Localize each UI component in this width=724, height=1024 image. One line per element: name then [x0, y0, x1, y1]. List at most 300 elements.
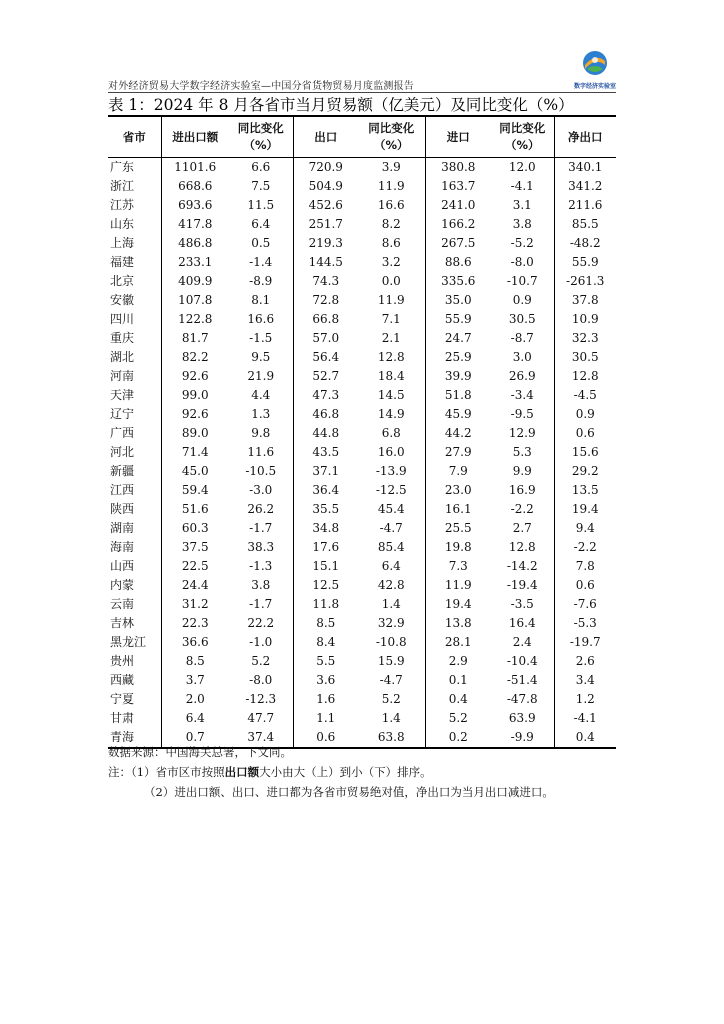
value-cell: 37.1 — [293, 462, 358, 481]
trade-table — [108, 115, 616, 749]
value-cell: 2.9 — [425, 652, 491, 671]
value-cell: 15.1 — [293, 557, 358, 576]
value-cell: 8.6 — [381, 236, 401, 250]
value-cell: -10.8 — [375, 635, 407, 649]
value-cell: 92.6 — [161, 367, 229, 386]
table-row — [108, 310, 616, 329]
value-cell: 380.8 — [425, 158, 491, 178]
value-cell: -8.0 — [249, 673, 273, 687]
value-cell: 3.0 — [512, 350, 532, 364]
value-cell: 72.8 — [293, 291, 358, 310]
value-cell: -4.7 — [379, 521, 403, 535]
province-cell: 安徽 — [110, 293, 135, 307]
value-cell: 3.7 — [161, 671, 229, 690]
value-cell: 30.5 — [508, 312, 536, 326]
value-cell: 16.0 — [377, 445, 405, 459]
value-cell: -19.7 — [554, 633, 616, 652]
value-cell: 163.7 — [425, 177, 491, 196]
value-cell: 5.2 — [425, 709, 491, 728]
value-cell: 15.6 — [554, 443, 616, 462]
value-cell: 81.7 — [161, 329, 229, 348]
value-cell: 85.5 — [554, 215, 616, 234]
value-cell: 9.8 — [251, 426, 271, 440]
value-cell: 2.1 — [381, 331, 401, 345]
value-cell: 71.4 — [161, 443, 229, 462]
value-cell: 3.6 — [293, 671, 358, 690]
column-header: 同比变化 （%） — [358, 116, 425, 158]
column-header: 同比变化 （%） — [229, 116, 293, 158]
note-2: （2）进出口额、出口、进口都为各省市贸易绝对值，净出口为当月出口减进口。 — [144, 785, 554, 799]
value-cell: 12.9 — [508, 426, 536, 440]
value-cell: 7.3 — [425, 557, 491, 576]
value-cell: 219.3 — [293, 234, 358, 253]
value-cell: 340.1 — [554, 158, 616, 178]
province-cell: 陕西 — [110, 502, 135, 516]
column-header: 同比变化 （%） — [491, 116, 554, 158]
value-cell: 0.4 — [554, 728, 616, 748]
value-cell: -5.3 — [554, 614, 616, 633]
value-cell: -12.5 — [375, 483, 407, 497]
table-row — [108, 462, 616, 481]
table-row — [108, 329, 616, 348]
value-cell: 3.9 — [381, 160, 401, 174]
value-cell: 504.9 — [293, 177, 358, 196]
table-row — [108, 519, 616, 538]
province-cell: 云南 — [110, 597, 135, 611]
value-cell: -19.4 — [506, 578, 538, 592]
value-cell: 5.2 — [251, 654, 271, 668]
value-cell: 12.8 — [377, 350, 405, 364]
province-cell: 湖南 — [110, 521, 135, 535]
value-cell: 13.5 — [554, 481, 616, 500]
value-cell: -1.4 — [249, 255, 273, 269]
value-cell: -10.7 — [506, 274, 538, 288]
value-cell: 35.5 — [293, 500, 358, 519]
value-cell: 9.5 — [251, 350, 271, 364]
value-cell: 12.8 — [554, 367, 616, 386]
value-cell: 27.9 — [425, 443, 491, 462]
table-row — [108, 443, 616, 462]
province-cell: 重庆 — [110, 331, 135, 345]
value-cell: 0.6 — [554, 424, 616, 443]
value-cell: 720.9 — [293, 158, 358, 178]
province-cell: 广西 — [110, 426, 135, 440]
value-cell: 0.9 — [512, 293, 532, 307]
value-cell: 14.9 — [377, 407, 405, 421]
value-cell: 10.9 — [554, 310, 616, 329]
value-cell: 44.8 — [293, 424, 358, 443]
value-cell: 63.9 — [508, 711, 536, 725]
value-cell: -2.2 — [510, 502, 534, 516]
value-cell: 7.1 — [381, 312, 401, 326]
value-cell: 7.9 — [425, 462, 491, 481]
value-cell: 11.5 — [247, 198, 275, 212]
value-cell: 1.6 — [293, 690, 358, 709]
value-cell: 6.4 — [161, 709, 229, 728]
table-row — [108, 633, 616, 652]
value-cell: 42.8 — [377, 578, 405, 592]
value-cell: 74.3 — [293, 272, 358, 291]
province-cell: 浙江 — [110, 179, 135, 193]
value-cell: 29.2 — [554, 462, 616, 481]
value-cell: 7.5 — [251, 179, 271, 193]
table-row — [108, 690, 616, 709]
table-row — [108, 215, 616, 234]
value-cell: 11.6 — [247, 445, 275, 459]
value-cell: -1.5 — [249, 331, 273, 345]
table-row — [108, 595, 616, 614]
table-row — [108, 405, 616, 424]
value-cell: 5.5 — [293, 652, 358, 671]
table-header-row — [108, 116, 616, 158]
value-cell: 16.6 — [377, 198, 405, 212]
value-cell: 99.0 — [161, 386, 229, 405]
province-cell: 广东 — [110, 160, 135, 174]
table-row — [108, 272, 616, 291]
value-cell: 0.7 — [161, 728, 229, 748]
column-header: 出口 — [293, 116, 358, 158]
value-cell: 23.0 — [425, 481, 491, 500]
value-cell: 32.3 — [554, 329, 616, 348]
value-cell: 21.9 — [247, 369, 275, 383]
value-cell: 335.6 — [425, 272, 491, 291]
note-1-emphasis: 出口额 — [224, 765, 260, 779]
value-cell: 3.4 — [554, 671, 616, 690]
value-cell: 47.7 — [247, 711, 275, 725]
value-cell: 51.6 — [161, 500, 229, 519]
value-cell: 11.8 — [293, 595, 358, 614]
table-row — [108, 481, 616, 500]
note-1: 注：（1）省市区市按照出口额大小由大（上）到小（下）排序。 — [108, 765, 432, 779]
value-cell: 46.8 — [293, 405, 358, 424]
table-row — [108, 538, 616, 557]
value-cell: -14.2 — [506, 559, 538, 573]
value-cell: -47.8 — [506, 692, 538, 706]
value-cell: 8.5 — [161, 652, 229, 671]
value-cell: -261.3 — [554, 272, 616, 291]
table-row — [108, 614, 616, 633]
value-cell: 11.9 — [377, 293, 405, 307]
value-cell: 122.8 — [161, 310, 229, 329]
value-cell: -10.4 — [506, 654, 538, 668]
value-cell: 8.2 — [381, 217, 401, 231]
province-cell: 甘肃 — [110, 711, 135, 725]
value-cell: 9.4 — [554, 519, 616, 538]
lab-logo-icon — [581, 49, 609, 77]
value-cell: 26.9 — [508, 369, 536, 383]
value-cell: 17.6 — [293, 538, 358, 557]
value-cell: 15.9 — [377, 654, 405, 668]
value-cell: 26.2 — [247, 502, 275, 516]
value-cell: 25.5 — [425, 519, 491, 538]
province-cell: 新疆 — [110, 464, 135, 478]
table-row — [108, 652, 616, 671]
province-cell: 江西 — [110, 483, 135, 497]
value-cell: 3.1 — [512, 198, 532, 212]
province-cell: 上海 — [110, 236, 135, 250]
value-cell: 16.6 — [247, 312, 275, 326]
value-cell: 2.4 — [512, 635, 532, 649]
value-cell: 60.3 — [161, 519, 229, 538]
value-cell: 0.5 — [251, 236, 271, 250]
value-cell: -4.1 — [510, 179, 534, 193]
table-row — [108, 576, 616, 595]
table-row — [108, 671, 616, 690]
value-cell: 5.3 — [512, 445, 532, 459]
province-cell: 山东 — [110, 217, 135, 231]
value-cell: 107.8 — [161, 291, 229, 310]
value-cell: 341.2 — [554, 177, 616, 196]
value-cell: 28.1 — [425, 633, 491, 652]
value-cell: -51.4 — [506, 673, 538, 687]
value-cell: 267.5 — [425, 234, 491, 253]
value-cell: 35.0 — [425, 291, 491, 310]
value-cell: -3.0 — [249, 483, 273, 497]
value-cell: 12.0 — [508, 160, 536, 174]
value-cell: 409.9 — [161, 272, 229, 291]
province-cell: 江苏 — [110, 198, 135, 212]
value-cell: -12.3 — [245, 692, 277, 706]
column-header: 省市 — [108, 116, 161, 158]
value-cell: 0.1 — [425, 671, 491, 690]
value-cell: 6.8 — [381, 426, 401, 440]
province-cell: 内蒙 — [110, 578, 135, 592]
value-cell: 0.4 — [425, 690, 491, 709]
value-cell: 24.7 — [425, 329, 491, 348]
value-cell: -4.7 — [379, 673, 403, 687]
lab-logo — [570, 49, 620, 95]
value-cell: 486.8 — [161, 234, 229, 253]
table-row — [108, 196, 616, 215]
value-cell: -5.2 — [510, 236, 534, 250]
value-cell: 88.6 — [425, 253, 491, 272]
value-cell: 37.8 — [554, 291, 616, 310]
value-cell: 24.4 — [161, 576, 229, 595]
value-cell: 47.3 — [293, 386, 358, 405]
value-cell: 16.4 — [508, 616, 536, 630]
table-row — [108, 177, 616, 196]
value-cell: 59.4 — [161, 481, 229, 500]
value-cell: 45.9 — [425, 405, 491, 424]
value-cell: 1.4 — [381, 711, 401, 725]
table-row — [108, 291, 616, 310]
value-cell: 6.4 — [381, 559, 401, 573]
table-row — [108, 234, 616, 253]
value-cell: 82.2 — [161, 348, 229, 367]
value-cell: 38.3 — [247, 540, 275, 554]
value-cell: 37.5 — [161, 538, 229, 557]
table-row — [108, 557, 616, 576]
column-header: 净出口 — [554, 116, 616, 158]
value-cell: -7.6 — [554, 595, 616, 614]
value-cell: 89.0 — [161, 424, 229, 443]
value-cell: 37.4 — [229, 728, 293, 748]
value-cell: 8.5 — [293, 614, 358, 633]
value-cell: 22.2 — [247, 616, 275, 630]
table-body — [108, 158, 616, 749]
column-header: 进出口额 — [161, 116, 229, 158]
value-cell: 34.8 — [293, 519, 358, 538]
value-cell: 14.5 — [377, 388, 405, 402]
value-cell: 44.2 — [425, 424, 491, 443]
value-cell: 452.6 — [293, 196, 358, 215]
value-cell: 57.0 — [293, 329, 358, 348]
value-cell: 144.5 — [293, 253, 358, 272]
value-cell: 211.6 — [554, 196, 616, 215]
province-cell: 湖北 — [110, 350, 135, 364]
value-cell: 11.9 — [425, 576, 491, 595]
value-cell: 85.4 — [377, 540, 405, 554]
value-cell: 9.9 — [512, 464, 532, 478]
province-cell: 吉林 — [110, 616, 135, 630]
lab-logo-text: 数字经济实验室 — [573, 83, 616, 90]
value-cell: -1.7 — [249, 597, 273, 611]
province-cell: 宁夏 — [110, 692, 135, 706]
value-cell: 0.0 — [381, 274, 401, 288]
value-cell: 5.2 — [381, 692, 401, 706]
value-cell: 3.8 — [512, 217, 532, 231]
value-cell: 11.9 — [377, 179, 405, 193]
value-cell: -1.7 — [249, 521, 273, 535]
value-cell: 0.2 — [425, 728, 491, 748]
value-cell: 693.6 — [161, 196, 229, 215]
province-cell: 河北 — [110, 445, 135, 459]
value-cell: 2.0 — [161, 690, 229, 709]
value-cell: 43.5 — [293, 443, 358, 462]
value-cell: 1.3 — [251, 407, 271, 421]
table-row — [108, 386, 616, 405]
value-cell: 1101.6 — [161, 158, 229, 178]
value-cell: -3.5 — [510, 597, 534, 611]
table-notes — [108, 742, 554, 802]
province-cell: 河南 — [110, 369, 135, 383]
value-cell: 1.4 — [381, 597, 401, 611]
value-cell: 13.8 — [425, 614, 491, 633]
table-row — [108, 500, 616, 519]
table-row — [108, 158, 616, 178]
value-cell: -2.2 — [554, 538, 616, 557]
table-title: 表 1：2024 年 8 月各省市当月贸易额（亿美元）及同比变化（%） — [108, 96, 574, 114]
value-cell: -8.9 — [249, 274, 273, 288]
value-cell: 8.4 — [293, 633, 358, 652]
value-cell: 2.6 — [554, 652, 616, 671]
table-row — [108, 253, 616, 272]
province-cell: 黑龙江 — [110, 635, 147, 649]
value-cell: 22.5 — [161, 557, 229, 576]
value-cell: 668.6 — [161, 177, 229, 196]
value-cell: 8.1 — [251, 293, 271, 307]
province-cell: 海南 — [110, 540, 135, 554]
value-cell: 55.9 — [554, 253, 616, 272]
province-cell: 贵州 — [110, 654, 135, 668]
value-cell: 19.4 — [425, 595, 491, 614]
value-cell: -4.5 — [554, 386, 616, 405]
value-cell: 6.6 — [251, 160, 271, 174]
province-cell: 辽宁 — [110, 407, 135, 421]
value-cell: 16.9 — [508, 483, 536, 497]
value-cell: 6.4 — [251, 217, 271, 231]
value-cell: -10.5 — [245, 464, 277, 478]
value-cell: 0.6 — [293, 728, 358, 748]
value-cell: -13.9 — [375, 464, 407, 478]
value-cell: 52.7 — [293, 367, 358, 386]
value-cell: 2.7 — [512, 521, 532, 535]
value-cell: -3.4 — [510, 388, 534, 402]
value-cell: 241.0 — [425, 196, 491, 215]
value-cell: 22.3 — [161, 614, 229, 633]
value-cell: 12.8 — [508, 540, 536, 554]
value-cell: -1.0 — [249, 635, 273, 649]
value-cell: 36.4 — [293, 481, 358, 500]
value-cell: 18.4 — [377, 369, 405, 383]
value-cell: -9.9 — [491, 728, 554, 748]
value-cell: -9.5 — [510, 407, 534, 421]
value-cell: 63.8 — [358, 728, 425, 748]
value-cell: 25.9 — [425, 348, 491, 367]
province-cell: 山西 — [110, 559, 135, 573]
value-cell: 56.4 — [293, 348, 358, 367]
value-cell: 233.1 — [161, 253, 229, 272]
value-cell: -4.1 — [554, 709, 616, 728]
value-cell: 251.7 — [293, 215, 358, 234]
value-cell: 1.1 — [293, 709, 358, 728]
value-cell: 0.9 — [554, 405, 616, 424]
value-cell: 12.5 — [293, 576, 358, 595]
value-cell: 31.2 — [161, 595, 229, 614]
province-cell: 西藏 — [110, 673, 135, 687]
value-cell: 45.0 — [161, 462, 229, 481]
column-header: 进口 — [425, 116, 491, 158]
province-cell: 福建 — [110, 255, 135, 269]
value-cell: 0.6 — [554, 576, 616, 595]
data-source-note: 数据来源：中国海关总署，下文同。 — [108, 745, 292, 759]
province-cell: 四川 — [110, 312, 135, 326]
value-cell: -8.0 — [510, 255, 534, 269]
value-cell: 1.2 — [554, 690, 616, 709]
value-cell: 7.8 — [554, 557, 616, 576]
value-cell: -48.2 — [554, 234, 616, 253]
value-cell: 30.5 — [554, 348, 616, 367]
table-row — [108, 424, 616, 443]
value-cell: 3.8 — [251, 578, 271, 592]
table-row — [108, 367, 616, 386]
province-cell: 青海 — [108, 728, 161, 748]
value-cell: 66.8 — [293, 310, 358, 329]
report-header-text: 对外经济贸易大学数字经济实验室—中国分省货物贸易月度监测报告 — [108, 81, 414, 92]
value-cell: 32.9 — [377, 616, 405, 630]
value-cell: 92.6 — [161, 405, 229, 424]
value-cell: 16.1 — [425, 500, 491, 519]
table-row — [108, 348, 616, 367]
value-cell: 19.4 — [554, 500, 616, 519]
value-cell: 55.9 — [425, 310, 491, 329]
value-cell: 45.4 — [377, 502, 405, 516]
province-cell: 天津 — [110, 388, 135, 402]
value-cell: 36.6 — [161, 633, 229, 652]
value-cell: 3.2 — [381, 255, 401, 269]
province-cell: 北京 — [110, 274, 135, 288]
value-cell: -1.3 — [249, 559, 273, 573]
value-cell: 166.2 — [425, 215, 491, 234]
report-header — [108, 73, 616, 93]
value-cell: 39.9 — [425, 367, 491, 386]
value-cell: 4.4 — [251, 388, 271, 402]
value-cell: -8.7 — [510, 331, 534, 345]
value-cell: 51.8 — [425, 386, 491, 405]
value-cell: 417.8 — [161, 215, 229, 234]
value-cell: 19.8 — [425, 538, 491, 557]
table-row — [108, 709, 616, 728]
